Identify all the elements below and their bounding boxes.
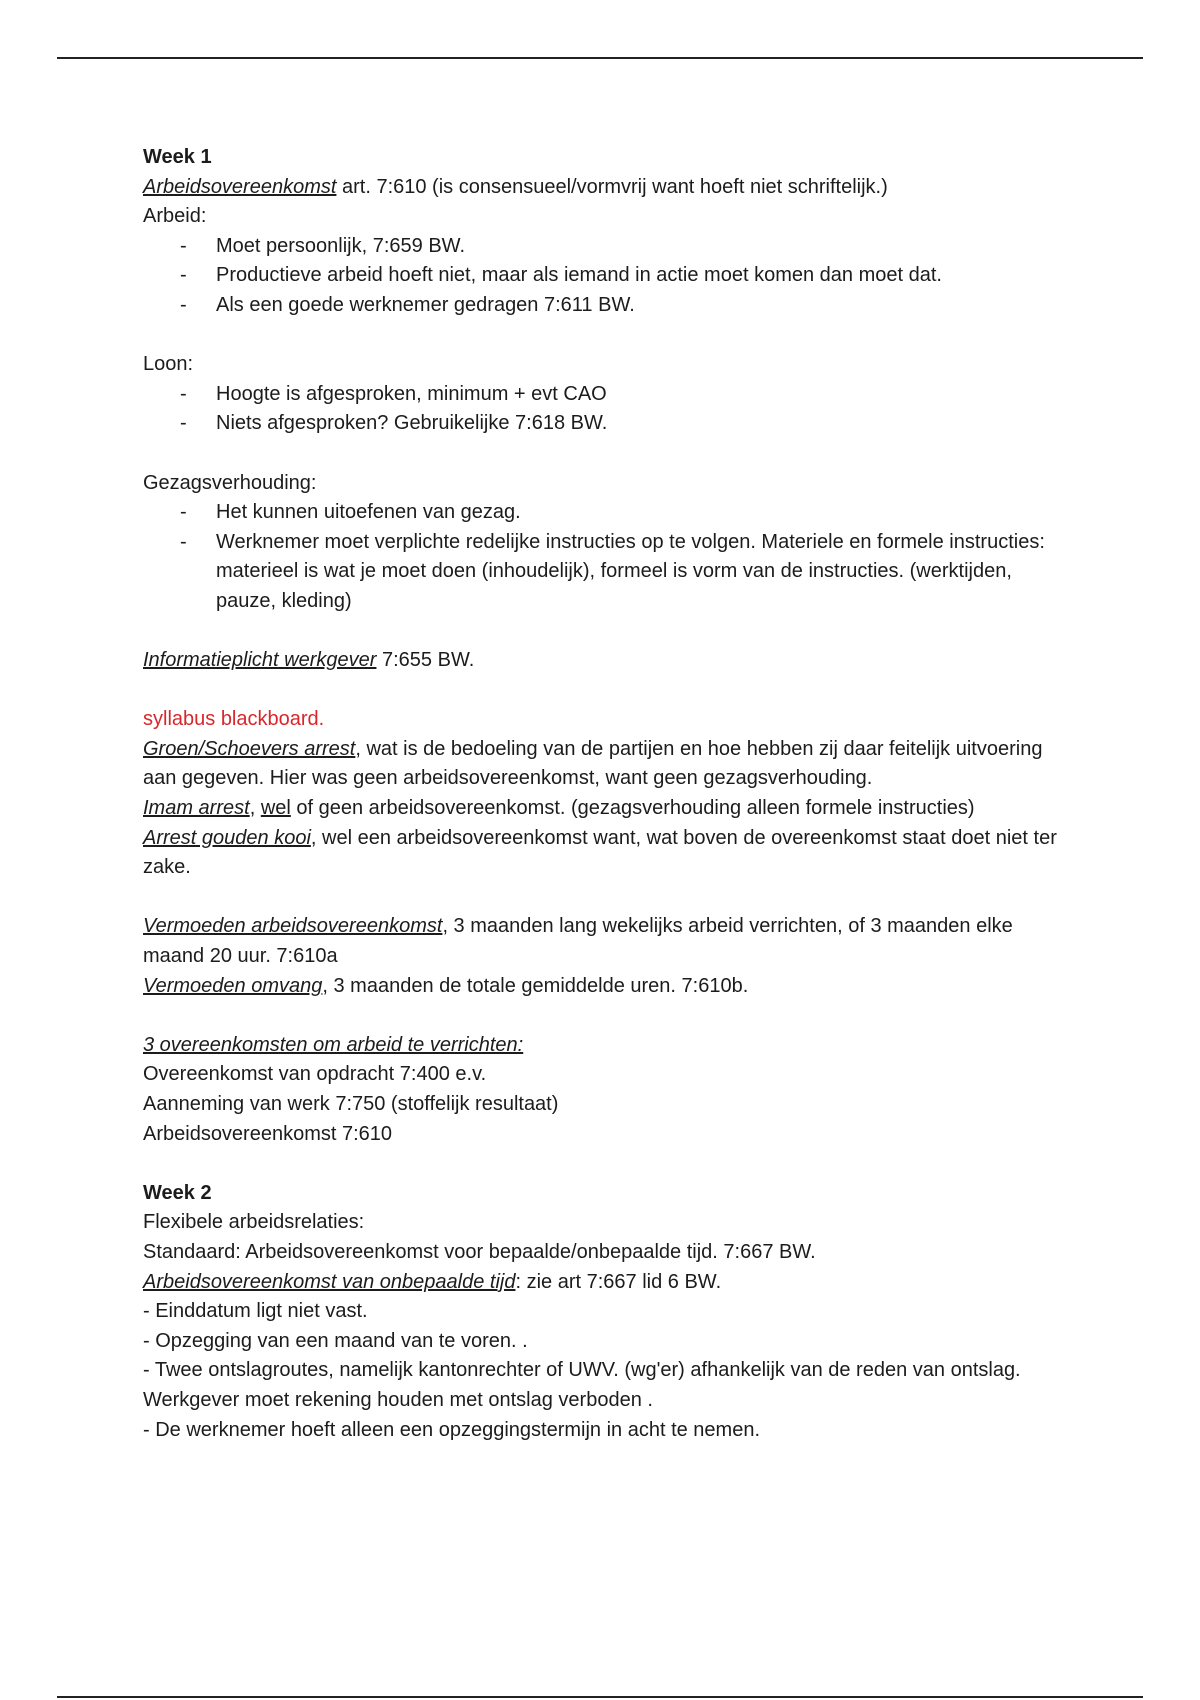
groen-arrest [143, 735, 1063, 794]
info-term: Informatieplicht werkgever [143, 649, 377, 672]
standaard-line: Standaard: Arbeidsovereenkomst voor bepaalde/onbepaalde tijd. 7:667 BW. [143, 1240, 816, 1263]
header-rule [57, 57, 1143, 59]
list-item: - Opzegging van een maand van te voren. . [143, 1329, 528, 1352]
imam-arrest [143, 794, 1063, 824]
list-item: - Twee ontslagroutes, namelijk kantonrechter of UWV. (wg'er) afhankelijk van de reden van ontslag. Werkgever moet rekening houden met ontslag verboden . [143, 1359, 1021, 1411]
onbepaalde-tijd [143, 1268, 1063, 1298]
list-item: Aanneming van werk 7:750 (stoffelijk resultaat) [143, 1093, 559, 1115]
groen-term: Groen/Schoevers arrest [143, 737, 356, 760]
list-item: - Productieve arbeid hoeft niet, maar als iemand in actie moet komen dan moet dat. [216, 261, 1063, 291]
loon-label: Loon: [143, 353, 194, 376]
list-item: - Hoogte is afgesproken, minimum + evt CAO [216, 380, 1063, 410]
loon-list [143, 380, 1063, 439]
flex-label: Flexibele arbeidsrelaties: [143, 1211, 365, 1234]
informatieplicht [143, 646, 1063, 676]
omvang-rest: , 3 maanden de totale gemiddelde uren. 7:610b. [322, 974, 749, 997]
list-item: - De werknemer hoeft alleen een opzeggingstermijn in acht te nemen. [143, 1418, 761, 1441]
kooi-arrest [143, 824, 1063, 883]
omvang-term: Vermoeden omvang [143, 974, 323, 997]
ao-definition [143, 173, 1063, 203]
groen-rest: , wat is de bedoeling van de partijen en hoe hebben zij daar feitelijk uitvoering aan gegeven. Hier was geen arbeidsovereenkomst, want geen gezagsverhouding. [143, 737, 1043, 790]
drie-overeenkomsten-heading: 3 overeenkomsten om arbeid te verrichten: [143, 1033, 524, 1056]
list-item: Arbeidsovereenkomst 7:610 [143, 1122, 393, 1145]
list-item: - Als een goede werknemer gedragen 7:611 BW. [216, 291, 1063, 321]
list-item: - Einddatum ligt niet vast. [143, 1300, 368, 1323]
ao-term: Arbeidsovereenkomst [143, 175, 337, 198]
arbeid-label: Arbeid: [143, 205, 207, 228]
vermoeden-omvang [143, 972, 1063, 1002]
footer-rule [57, 1696, 1143, 1698]
gezag-list [143, 498, 1063, 616]
ao-rest: art. 7:610 (is consensueel/vormvrij want hoeft niet schriftelijk.) [336, 175, 888, 198]
week2-heading: Week 2 [143, 1181, 212, 1204]
vermoeden-ao [143, 912, 1063, 971]
list-item: - Werknemer moet verplichte redelijke instructies op te volgen. Materiele en formele instructies: materieel is wat je moet doen (inhoudelijk), formeel is vorm van de instructies. (werktijden, pauze, kleding) [216, 528, 1063, 617]
vermoeden-term: Vermoeden arbeidsovereenkomst [143, 915, 443, 938]
imam-term: Imam arrest [143, 797, 250, 820]
list-item: - Moet persoonlijk, 7:659 BW. [216, 232, 1063, 262]
gezag-label: Gezagsverhouding: [143, 471, 317, 494]
document-body [143, 143, 1063, 1445]
kooi-term: Arrest gouden kooi [143, 826, 311, 849]
syllabus-note: syllabus blackboard. [143, 708, 325, 731]
list-item: Overeenkomst van opdracht 7:400 e.v. [143, 1063, 487, 1086]
list-item: - Het kunnen uitoefenen van gezag. [216, 498, 1063, 528]
imam-wel: wel [260, 797, 291, 820]
arbeid-list [143, 232, 1063, 321]
imam-sep: , [249, 797, 261, 820]
list-item: - Niets afgesproken? Gebruikelijke 7:618 BW. [216, 409, 1063, 439]
imam-rest: of geen arbeidsovereenkomst. (gezagsverhouding alleen formele instructies) [290, 797, 975, 820]
vermoeden-rest: , 3 maanden lang wekelijks arbeid verrichten, of 3 maanden elke maand 20 uur. 7:610a [143, 915, 1013, 968]
kooi-rest: , wel een arbeidsovereenkomst want, wat boven de overeenkomst staat doet niet ter zake. [143, 826, 1057, 879]
onbepaald-rest: : zie art 7:667 lid 6 BW. [515, 1270, 722, 1293]
onbepaald-term: Arbeidsovereenkomst van onbepaalde tijd [143, 1270, 516, 1293]
info-rest: 7:655 BW. [376, 649, 475, 672]
week1-heading: Week 1 [143, 146, 212, 168]
